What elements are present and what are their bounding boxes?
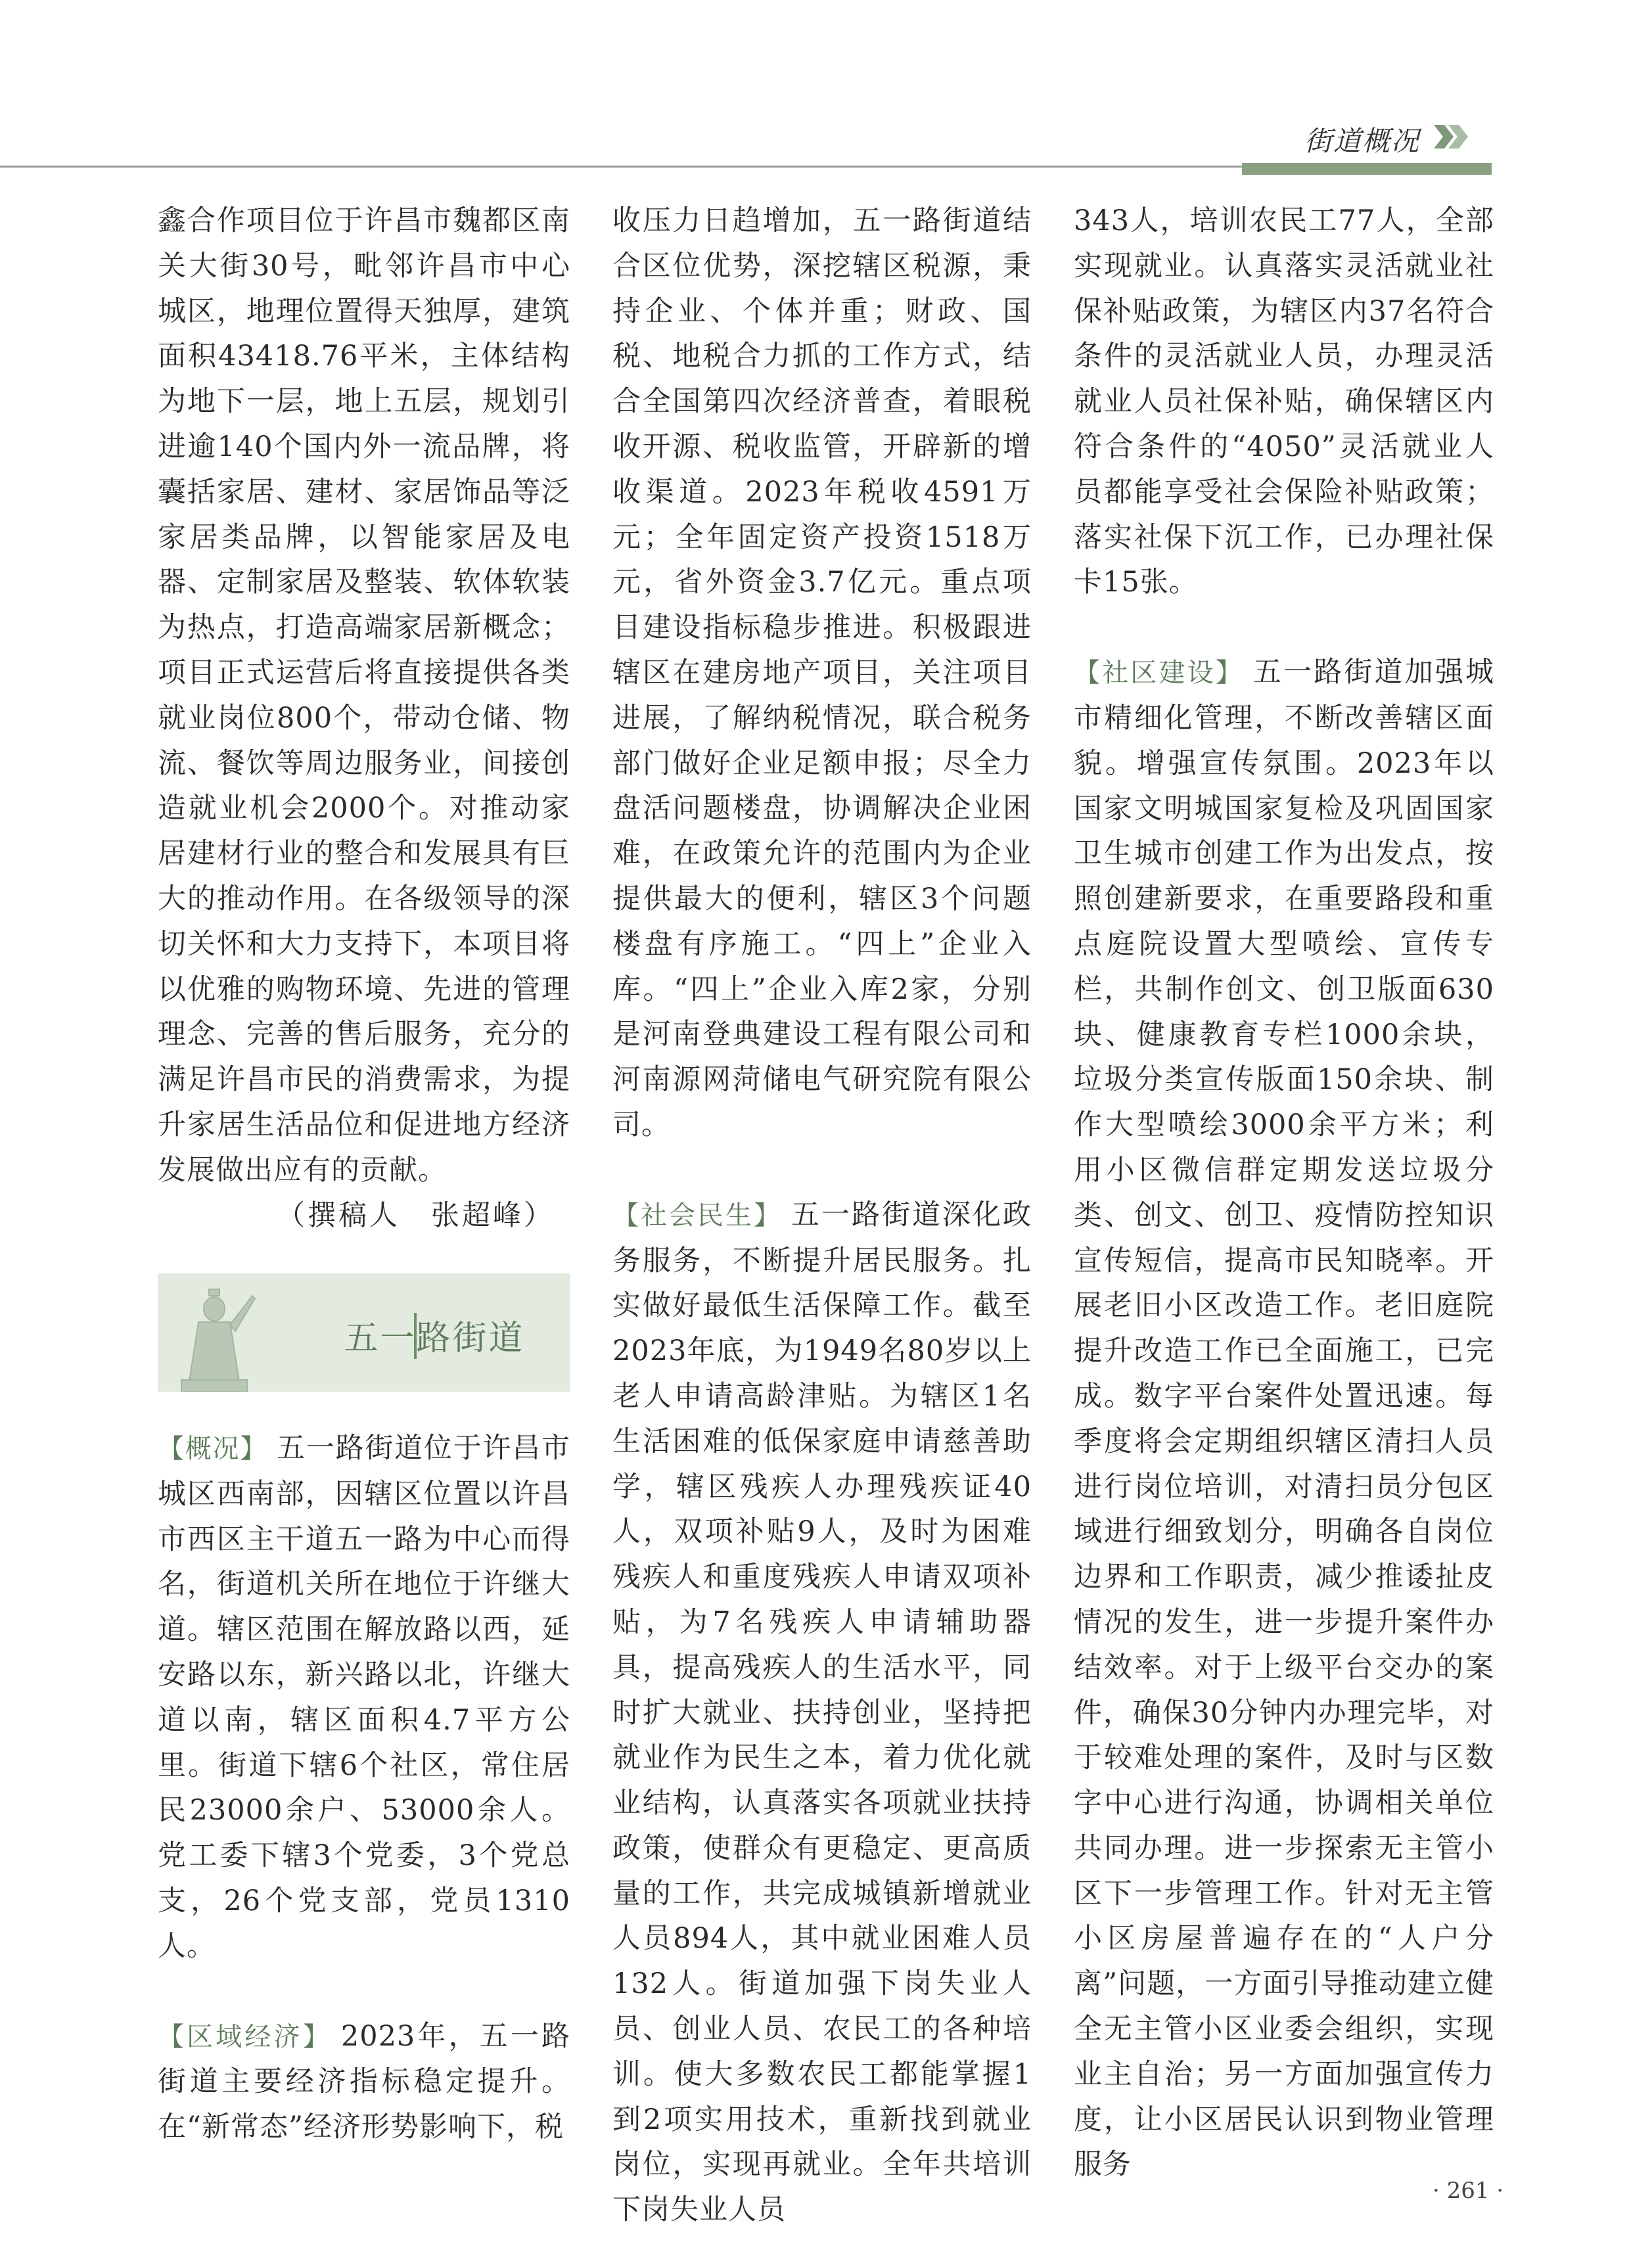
paragraph-overview [158,1426,570,1969]
tag-economy: 【区域经济】 [158,2021,332,2052]
page-number: · 261 · [1433,2178,1504,2204]
column-2 [612,198,1032,2233]
overview-text: 五一路街道位于许昌市城区西南部，因辖区位置以许昌市西区主干道五一路为中心而得名，街道机关所在地位于许继大道。辖区范围在解放路以西，延安路以东，新兴路以北，许继大道以南，辖区面积4.7平方公里。街道下辖6个社区，常住居民23000余户、53000余人。党工委下辖3个党委，3个党总支，26个党支部，党员1310人。 [158,1432,571,1963]
social-text: 五一路街道深化政务服务，不断提升居民服务。扎实做好最低生活保障工作。截至2023年底，为1949名80岁以上老人申请高龄津贴。为辖区1名生活困难的低保家庭申请慈善助学，辖区残疾人办理残疾证40人，双项补贴9人，及时为困难残疾人和重度残疾人申请双项补贴，为7名残疾人申请辅助器具，提高残疾人的生活水平，同时扩大就业、扶持创业，坚持把就业作为民生之本，着力优化就业结构，认真落实各项就业扶持政策，使群众有更稳定、更高质量的工作，共完成城镇新增就业人员894人，其中就业困难人员132人。街道加强下岗失业人员、创业人员、农民工的各种培训。使大多数农民工都能掌握1到2项实用技术，重新找到就业岗位，实现再就业。全年共培训下岗失业人员 [612,1198,1032,2227]
paragraph-social [612,1193,1032,2233]
section-title: 五一路街道 [344,1319,525,1358]
paragraph-community [1074,650,1494,2187]
economy-text: 2023年，五一路街道主要经济指标稳定提升。在“新常态”经济形势影响下，税 [158,2019,571,2144]
paragraph-project: 鑫合作项目位于许昌市魏都区南关大街30号，毗邻许昌市中心城区，地理位置得天独厚，建筑面积43418.76平米，主体结构为地下一层，地上五层，规划引进逾140个国内外一流品牌，将囊括家居、建材、家居饰品等泛家居类品牌，以智能家居及电器、定制家居及整装、软体软装为热点，打造高端家居新概念；项目正式运营后将直接提供各类就业岗位800个，带动仓储、物流、餐饮等周边服务业，间接创造就业机会2000个。对推动家居建材行业的整合和发展具有巨大的推动作用。在各级领导的深切关怀和大力支持下，本项目将以优雅的购物环境、先进的管理理念、完善的售后服务，充分的满足许昌市民的消费需求，为提升家居生活品位和促进地方经济发展做出应有的贡献。 [158,204,570,1187]
community-text: 五一路街道加强城市精细化管理，不断改善辖区面貌。增强宣传氛围。2023年以国家文明城国家复检及巩固国家卫生城市创建工作为出发点，按照创建新要求，在重要路段和重点庭院设置大型喷绘、宣传专栏，共制作创文、创卫版面630块、健康教育专栏1000余块，垃圾分类宣传版面150余块、制作大型喷绘3000余平方米；利用小区微信群定期发送垃圾分类、创文、创卫、疫情防控知识宣传短信，提高市民知晓率。开展老旧小区改造工作。老旧庭院提升改造工作已全面施工，已完成。数字平台案件处置迅速。每季度将会定期组织辖区清扫人员进行岗位培训，对清扫员分包区域进行细致划分，明确各自岗位边界和工作职责，减少推诿扯皮情况的发生，进一步提升案件办结效率。对于上级平台交办的案件，确保30分钟内办理完毕，对于较难处理的案件，及时与区数字中心进行沟通，协调相关单位共同办理。进一步探索无主管小区下一步管理工作。针对无主管小区房屋普遍存在的“人户分离”问题，一方面引导推动建立健全无主管小区业委会组织，实现业主自治；另一方面加强宣传力度，让小区居民认识到物业管理服务 [1074,656,1495,2182]
column-1 [158,198,570,1238]
column-1-lower [158,1426,570,2150]
tag-overview: 【概况】 [158,1434,268,1464]
running-header-title: 街道概况 [1304,125,1421,157]
header-accent-band [1242,163,1492,175]
column-3 [1074,198,1494,2187]
paragraph-economy [158,2014,570,2150]
paragraph-economy-cont: 收压力日趋增加，五一路街道结合区位优势，深挖辖区税源，秉持企业、个体并重；财政、国税、地税合力抓的工作方式，结合全国第四次经济普查，着眼税收开源、税收监管，开辟新的增收渠道。2023年税收4591万元；全年固定资产投资1518万元，省外资金3.7亿元。重点项目建设指标稳步推进。积极跟进辖区在建房地产项目，关注项目进展，了解纳税情况，联合税务部门做好企业足额申报；尽全力盘活问题楼盘，协调解决企业困难，在政策允许的范围内为企业提供最大的便利，辖区3个问题楼盘有序施工。“四上”企业入库。“四上”企业入库2家，分别是河南登典建设工程有限公司和河南源网菏储电气研究院有限公司。 [612,204,1032,1141]
tag-social: 【社会民生】 [612,1200,782,1231]
author-byline: （撰稿人 张超峰） [277,1199,555,1232]
double-chevron-icon [1431,122,1471,151]
tag-community: 【社区建设】 [1074,658,1244,689]
statue-icon [162,1283,267,1392]
section-banner [158,1273,570,1392]
paragraph-employment: 343人，培训农民工77人，全部实现就业。认真落实灵活就业社保补贴政策，为辖区内37名符合条件的灵活就业人员，办理灵活就业人员社保补贴，确保辖区内符合条件的“4050”灵活就业人员都能享受社会保险补贴政策；落实社保下沉工作，已办理社保卡15张。 [1074,204,1494,599]
